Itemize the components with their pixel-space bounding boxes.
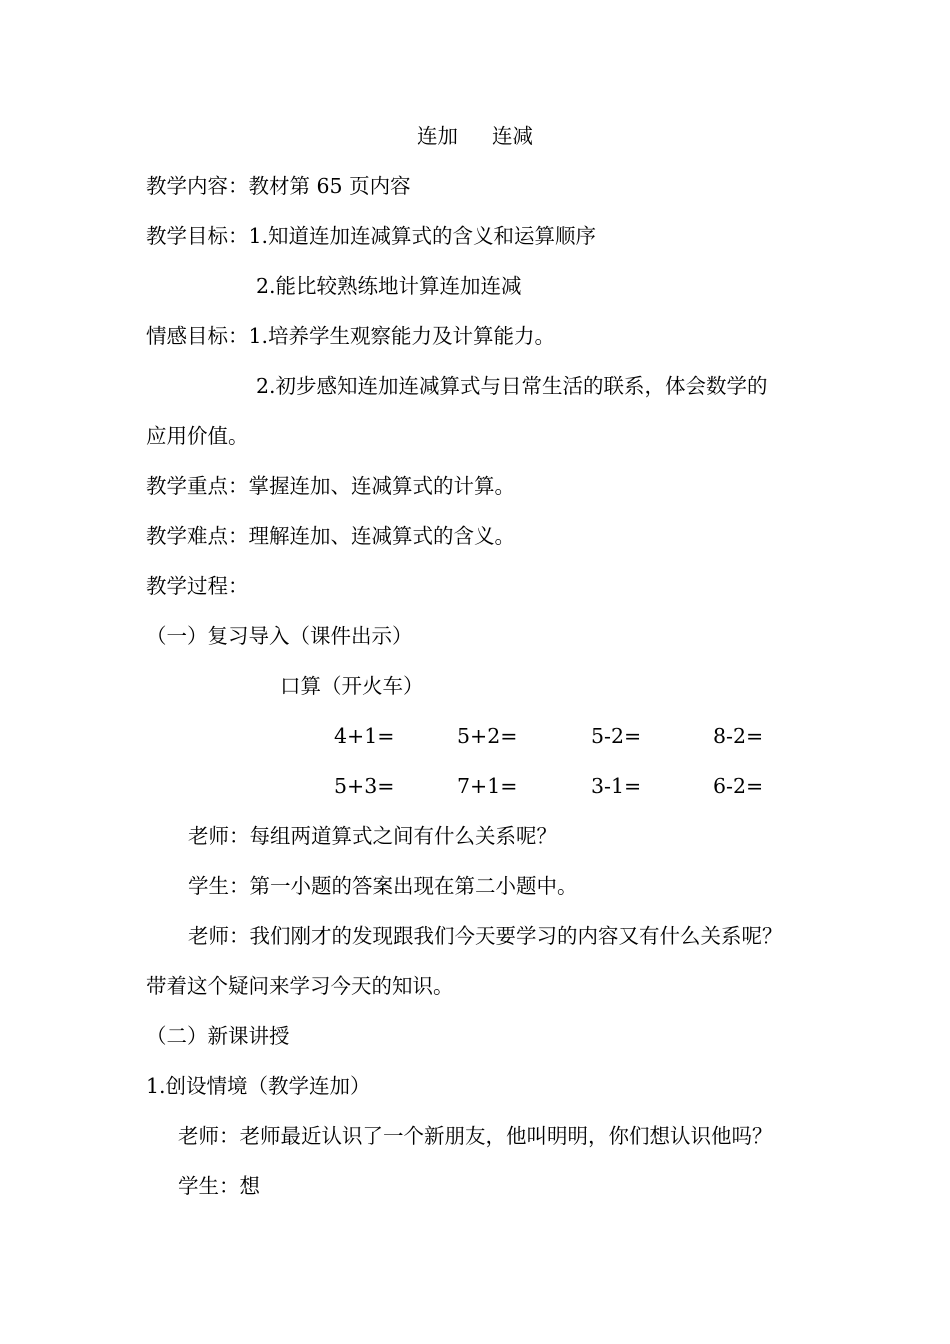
equation-r1-c4: 8-2=: [713, 724, 764, 748]
equation-r2-c1: 5+3=: [334, 774, 395, 798]
equation-r2-c3: 3-1=: [591, 774, 642, 798]
emotion-goal-1: 情感目标：1.培养学生观察能力及计算能力。: [146, 324, 556, 348]
emotion-goal-2-continued: 应用价值。: [146, 424, 249, 448]
oral-calc-heading: 口算（开火车）: [280, 674, 424, 698]
teacher-line-3: 老师：老师最近认识了一个新朋友，他叫明明，你们想认识他吗？: [178, 1124, 773, 1148]
document-title: [0, 122, 950, 150]
equation-r1-c2: 5+2=: [457, 724, 518, 748]
equation-r2-c4: 6-2=: [713, 774, 764, 798]
title-part-1: 连加: [417, 124, 458, 148]
section-review-heading: （一）复习导入（课件出示）: [146, 624, 413, 648]
teaching-goal-2: 2.能比较熟练地计算连加连减: [256, 274, 522, 298]
teacher-line-1: 老师：每组两道算式之间有什么关系呢？: [188, 824, 557, 848]
student-line-1: 学生：第一小题的答案出现在第二小题中。: [188, 874, 578, 898]
teaching-process-heading: 教学过程：: [146, 574, 249, 598]
student-line-2: 学生：想: [178, 1174, 260, 1198]
teacher-line-2: 老师：我们刚才的发现跟我们今天要学习的内容又有什么关系呢？: [188, 924, 783, 948]
teaching-content: 教学内容：教材第 65 页内容: [146, 174, 411, 198]
title-part-2: 连减: [492, 124, 533, 148]
teacher-line-2-continued: 带着这个疑问来学习今天的知识。: [146, 974, 454, 998]
item-scenario-heading: 1.创设情境（教学连加）: [146, 1074, 371, 1098]
equation-r1-c1: 4+1=: [334, 724, 395, 748]
equation-r1-c3: 5-2=: [591, 724, 642, 748]
teaching-goal-1: 教学目标：1.知道连加连减算式的含义和运算顺序: [146, 224, 597, 248]
teaching-difficulty: 教学难点：理解连加、连减算式的含义。: [146, 524, 515, 548]
equation-r2-c2: 7+1=: [457, 774, 518, 798]
teaching-key-point: 教学重点：掌握连加、连减算式的计算。: [146, 474, 515, 498]
section-new-lesson-heading: （二）新课讲授: [146, 1024, 290, 1048]
emotion-goal-2: 2.初步感知连加连减算式与日常生活的联系，体会数学的: [256, 374, 768, 398]
